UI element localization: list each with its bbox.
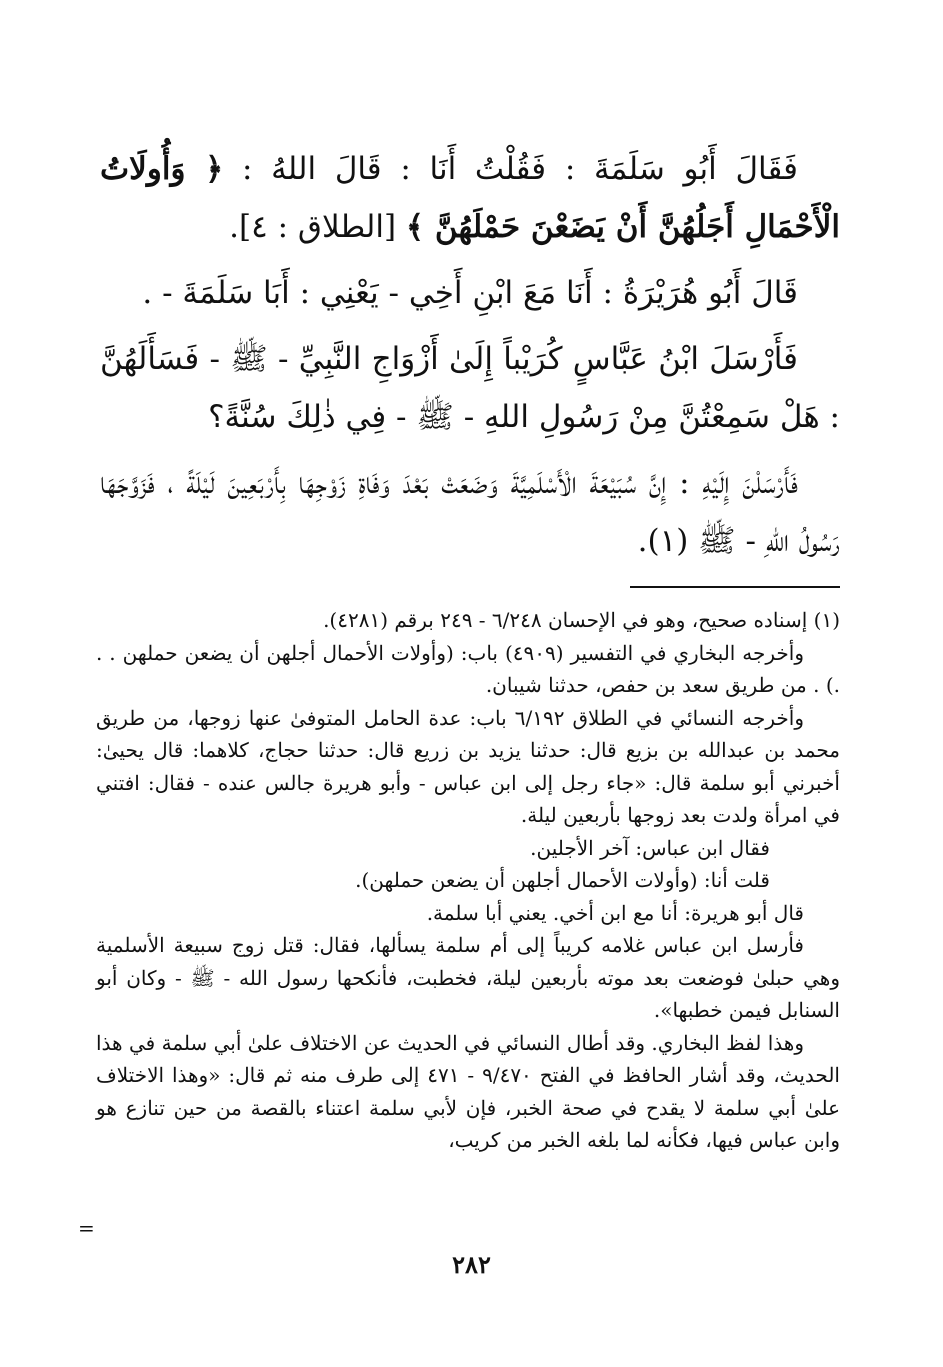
page-number: ٢٨٢ — [452, 1250, 491, 1279]
footnote-bukhari: وأخرجه البخاري في التفسير (٤٩٠٩) باب: (وأولات الأحمال أجلهن أن يضعن حملهن . . .) . من طريق سعد بن حفص، حدثنا شيبان. — [96, 640, 840, 697]
main-text — [100, 140, 840, 578]
footnote-1: (١) إسناده صحيح، وهو في الإحسان ٦/٢٤٨ - ٢٤٩ برقم (٤٢٨١). — [323, 608, 840, 632]
narration-text: فَقَالَ أَبُو سَلَمَةَ : فَقُلْتُ أَنَا : قَالَ اللهُ : — [223, 151, 798, 187]
footnote-ibn-abbas: فقال ابن عباس: آخر الأجلين. — [530, 835, 770, 860]
continuation-mark: = — [78, 1216, 95, 1240]
footnote-kurayb: فأرسل ابن عباس غلامه كريباً إلى أم سلمة يسألها، فقال: قتل زوج سبيعة الأسلمية وهي حبلىٰ فوضعت بعد موته بأربعين ليلة، فخطبت، فأنكحها رسول الله - ﷺ - وكان أبو السنابل فيمن خطبها». — [96, 933, 840, 1022]
quran-verse: ﴿ وَأُولَاتُ الْأَحْمَالِ أَجَلُهُنَّ أَنْ يَضَعْنَ حَمْلَهُنَّ ﴾ — [100, 151, 840, 245]
main-paragraph-1 — [100, 140, 840, 256]
main-paragraph-4: فَأَرْسَلْنَ إِلَيْهِ : إِنَّ سُبَيْعَةَ الْأَسْلَمِيَّةَ وَضَعَتْ بَعْدَ وَفَاةِ زَوْجِهَا بِأَرْبَعِينَ لَيْلَةً ، فَزَوَّجَهَا رَسُولُ اللهِ - ﷺ (١). — [100, 465, 840, 559]
main-paragraph-3: فَأَرْسَلَ ابْنُ عَبَّاسٍ كُرَيْباً إِلَىٰ أَزْوَاجِ النَّبِيِّ - ﷺ - فَسَأَلَهُنَّ : هَلْ سَمِعْتُنَّ مِنْ رَسُولِ اللهِ - ﷺ - فِي ذٰلِكَ سُنَّةً؟ — [100, 341, 840, 435]
footnote-nasai: وأخرجه النسائي في الطلاق ٦/١٩٢ باب: عدة الحامل المتوفىٰ عنها زوجها، من طريق محمد بن عبدالله بن بزيع قال: حدثنا يزيد بن زريع قال: حدثنا حجاج، كلاهما: قال يحيىٰ: أخبرني أبو سلمة قال: «جاء رجل إلى ابن عباس - وأبو هريرة جالس عنده - فقال: افتني في امرأة ولدت بعد زوجها بأربعين ليلة. — [96, 705, 840, 827]
main-paragraph-2: قَالَ أَبُو هُرَيْرَةُ : أَنَا مَعَ ابْنِ أَخِي - يَعْنِي : أَبَا سَلَمَةَ - . — [142, 275, 798, 311]
footnote-abu-hurayra: قال أبو هريرة: أنا مع ابن أخي. يعني أبا سلمة. — [426, 900, 804, 925]
footnotes — [96, 604, 840, 1157]
footnote-separator — [630, 586, 840, 588]
footnote-commentary: وهذا لفظ البخاري. وقد أطال النسائي في الحديث عن الاختلاف علىٰ أبي سلمة في هذا الحديث، وقد أشار الحافظ في الفتح ٩/٤٧٠ - ٤٧١ إلى طرف منه ثم قال: «وهذا الاختلاف علىٰ أبي سلمة لا يقدح في صحة الخبر، فإن لأبي سلمة اعتناء بالقصة من حين تنازع هو وابن عباس فيها، فكأنه لما بلغه الخبر من كريب، — [96, 1030, 840, 1152]
verse-reference: [الطلاق : ٤]. — [229, 209, 406, 245]
footnote-abu-salama: قلت أنا: (وأولات الأحمال أجلهن أن يضعن حملهن). — [355, 868, 770, 892]
